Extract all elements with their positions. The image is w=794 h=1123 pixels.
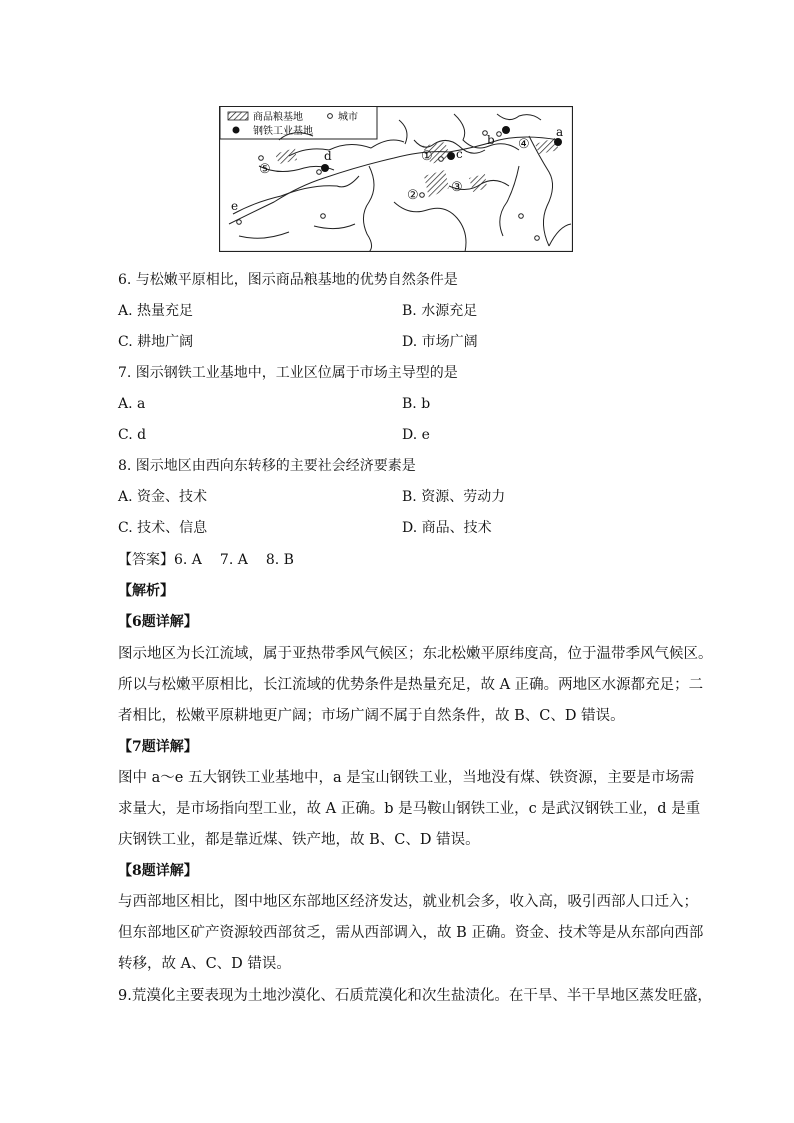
map-label-circle-4: ④: [518, 137, 530, 152]
q6-option-a: A. 热量充足: [118, 303, 194, 319]
detail-7-line-1: 图中 a～e 五大钢铁工业基地中，a 是宝山钢铁工业，当地没有煤、铁资源，主要是市场需: [118, 770, 695, 786]
analysis-label: 【解析】: [118, 583, 174, 599]
legend-city: 城市: [338, 112, 358, 123]
yangtze-basin-map: [219, 106, 573, 252]
steel-base-b: [502, 126, 510, 134]
q6-option-d: D. 市场广阔: [402, 334, 478, 350]
steel-base-d: [321, 164, 329, 172]
city-legend-symbol: [328, 114, 333, 119]
question-9-line-1: 9.荒漠化主要表现为土地沙漠化、石质荒漠化和次生盐渍化。在干旱、半干旱地区蒸发旺盛，: [118, 988, 712, 1004]
map-label-circle-2: ②: [407, 188, 419, 203]
map-label-circle-3: ③: [451, 180, 463, 195]
q7-option-a: A. a: [118, 396, 146, 412]
map-label-circle-1: ①: [421, 149, 433, 164]
legend-grain-base: 商品粮基地: [253, 112, 303, 123]
answer-8: 8. B: [265, 552, 294, 568]
question-8-stem: 8. 图示地区由西向东转移的主要社会经济要素是: [118, 458, 416, 474]
q7-option-d: D. e: [402, 427, 430, 443]
q7-option-b: B. b: [402, 396, 431, 412]
question-6-stem: 6. 与松嫩平原相比，图示商品粮基地的优势自然条件是: [118, 272, 458, 288]
map-label-c: c: [456, 147, 463, 161]
detail-8-line-1: 与西部地区相比，图中地区东部地区经济发达，就业机会多，收入高，吸引西部人口迁入；: [118, 894, 698, 910]
detail-8-line-3: 转移，故 A、C、D 错误。: [118, 956, 291, 972]
detail-8-line-2: 但东部地区矿产资源较西部贫乏，需从西部调入，故 B 正确。资金、技术等是从东部向西部: [118, 925, 704, 941]
grain-base-legend-swatch: [228, 112, 248, 120]
q7-option-c: C. d: [118, 427, 147, 443]
detail-8-title: 【8题详解】: [118, 863, 198, 879]
detail-6-title: 【6题详解】: [118, 614, 198, 630]
map-label-circle-5: ⑤: [259, 162, 271, 177]
steel-base-a: [554, 138, 562, 146]
question-7-stem: 7. 图示钢铁工业基地中，工业区位属于市场主导型的是: [118, 365, 458, 381]
detail-7-line-3: 庆钢铁工业，都是靠近煤、铁产地，故 B、C、D 错误。: [118, 832, 480, 848]
detail-6-text: [118, 639, 713, 732]
q6-option-b: B. 水源充足: [402, 303, 478, 319]
answer-line: [118, 550, 294, 570]
detail-7-text: [118, 763, 701, 856]
q8-option-b: B. 资源、劳动力: [402, 489, 506, 505]
answer-7: 7. A: [219, 552, 248, 568]
legend-steel-base: 钢铁工业基地: [253, 126, 313, 137]
map-label-b: b: [487, 133, 495, 147]
detail-6-line-2: 所以与松嫩平原相比，长江流域的优势条件是热量充足，故 A 正确。两地区水源都充足；二: [118, 677, 704, 693]
detail-6-line-3: 者相比，松嫩平原耕地更广阔；市场广阔不属于自然条件，故 B、C、D 错误。: [118, 708, 625, 724]
answer-label: 【答案】: [118, 552, 174, 568]
q8-option-d: D. 商品、技术: [402, 520, 492, 536]
map-label-d: d: [324, 149, 332, 163]
q8-option-c: C. 技术、信息: [118, 520, 208, 536]
steel-base-c: [447, 152, 455, 160]
answer-6: 6. A: [174, 552, 202, 568]
detail-6-line-1: 图示地区为长江流域，属于亚热带季风气候区；东北松嫩平原纬度高，位于温带季风气候区。: [118, 646, 713, 662]
steel-base-legend-symbol: [233, 127, 240, 134]
detail-7-title: 【7题详解】: [118, 739, 198, 755]
map-label-e: e: [231, 199, 239, 213]
q6-option-c: C. 耕地广阔: [118, 334, 194, 350]
map-label-a: a: [556, 125, 564, 139]
q8-option-a: A. 资金、技术: [118, 489, 208, 505]
question-9-stem: [118, 981, 712, 1012]
map-legend: [220, 107, 377, 139]
detail-8-text: [118, 887, 704, 980]
detail-7-line-2: 求量大，是市场指向型工业，故 A 正确。b 是马鞍山钢铁工业，c 是武汉钢铁工业，d 是重: [118, 801, 701, 817]
